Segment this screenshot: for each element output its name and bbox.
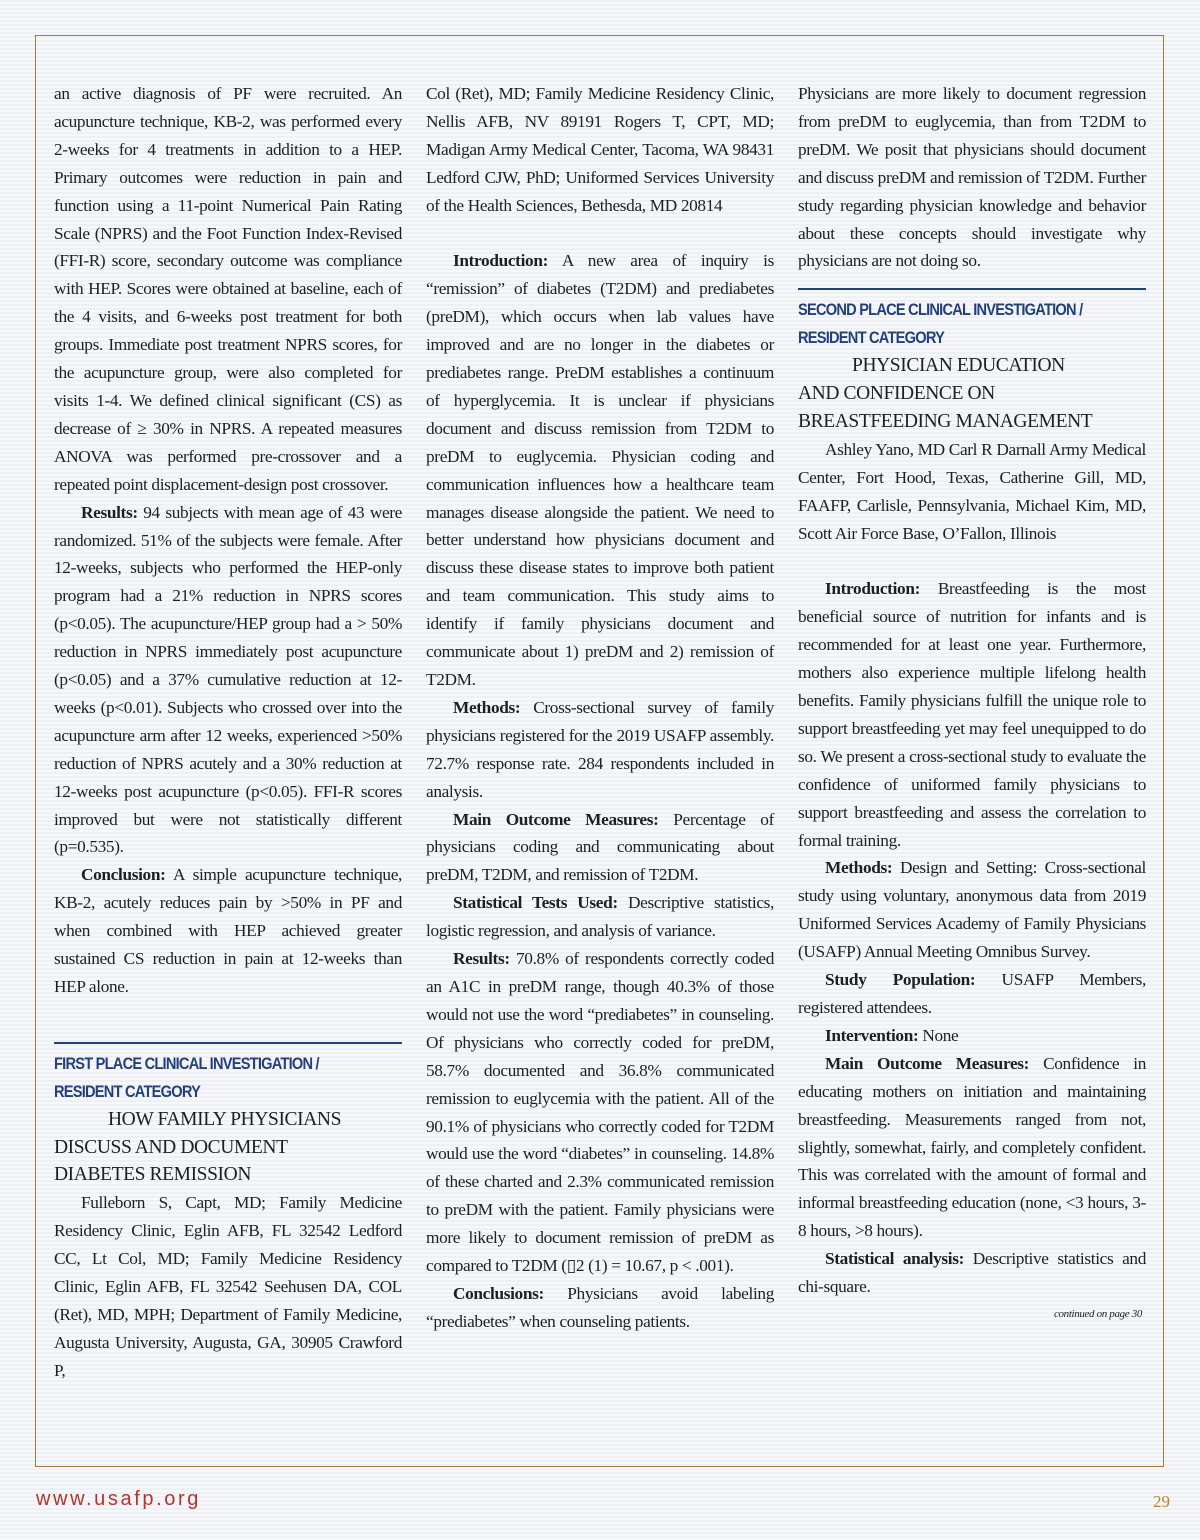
section-divider <box>798 288 1146 290</box>
section-divider <box>54 1042 402 1044</box>
paragraph-methods-cont: an active diagnosis of PF were recruited. An acupuncture technique, KB-2, was performed every 2-weeks for 4 treatments in addition to a HEP. Primary outcomes were reduction in pain and function using a 11-point Numerical Pain Rating Scale (NPRS) and the Foot Function Index-Revised (FFI-R) score, secondary outcome was compliance with HEP. Scores were obtained at baseline, each of the 4 visits, and 6-weeks post treatment for both groups. Immediate post treatment NPRS scores, for the acupuncture group, were also completed for visits 1-4. We defined clinical significant (CS) as decrease of ≥ 30% in NPRS. A repeated measures ANOVA was performed pre-crossover and a repeated point displacement-design post crossover. <box>54 84 402 494</box>
paragraph-population <box>798 966 1146 1022</box>
stats-text: Descriptive statistics, logistic regression, and analysis of variance. <box>426 893 774 941</box>
conclusions-label: Conclusions: <box>453 1283 544 1303</box>
paragraph-stats <box>426 889 774 945</box>
results-label: Results: <box>453 949 510 969</box>
column-1 <box>54 80 402 1385</box>
article-title-line: DISCUSS AND DOCUMENT <box>54 1136 288 1158</box>
paragraph-introduction <box>426 247 774 694</box>
methods-text: Design and Setting: Cross-sectional study using voluntary, anonymous data from 2019 Uniformed Services Academy of Family Physicians (USAFP) Annual Meeting Omnibus Survey. <box>798 858 1146 962</box>
results-label: Results: <box>81 502 138 522</box>
paragraph-introduction <box>798 575 1146 854</box>
article-title-line: BREASTFEEDING MANAGEMENT <box>798 410 1093 432</box>
analysis-text: Descriptive statistics and chi-square. <box>798 1249 1146 1297</box>
paragraph-methods <box>798 854 1146 966</box>
introduction-text: Breastfeeding is the most beneficial source of nutrition for infants and is recommended for at least one year. Furthermore, mothers also experience multiple lifelong health benefits. Family physicians fulfill the unique role to support breastfeeding yet may feel unequipped to do so. We present a cross-sectional study to evaluate the confidence of uniformed family physicians to support breastfeeding and assess the correlation to formal training. <box>798 579 1146 850</box>
outcome-label: Main Outcome Measures: <box>453 809 659 829</box>
methods-text: Cross-sectional survey of family physicians registered for the 2019 USAFP assembly. 72.7% response rate. 284 respondents included in analysis. <box>426 697 774 801</box>
population-text: USAFP Members, registered attendees. <box>798 970 1146 1017</box>
methods-label: Methods: <box>825 858 893 878</box>
paragraph-results <box>54 499 402 862</box>
article-title-line: PHYSICIAN EDUCATION <box>852 355 1065 377</box>
paragraph-results <box>426 945 774 1280</box>
section-label: SECOND PLACE CLINICAL INVESTIGATION / <box>798 300 1083 320</box>
column-2 <box>426 80 774 1336</box>
paragraph-conclusions <box>426 1280 774 1336</box>
page-number: 29 <box>1153 1492 1170 1511</box>
outcome-text: Confidence in educating mothers on initiation and maintaining breastfeeding. Measurements ranged from not, slightly, somewhat, fairly, and completely confident. This was correlated with the amount of formal and informal breastfeeding education (none, <3 hours, 3-8 hours, >8 hours). <box>798 1053 1146 1241</box>
paragraph-analysis <box>798 1245 1146 1301</box>
results-text: 70.8% of respondents correctly coded an A1C in preDM range, though 40.3% of those would not use the word “prediabetes” in counseling. Of physicians who correctly coded for preDM, 58.7% documented and 36.8% communicated remission to euglycemia with the patient. All of the 90.1% of physicians who correctly coded for T2DM would use the word “diabetes” in counseling. 14.8% of these charted and 2.3% communicated remission to preDM with the patient. Family physicians were more likely to document remission of preDM as compared to T2DM (▯2 (1) = 10.67, p < .001). <box>426 949 774 1276</box>
article-title-line: AND CONFIDENCE ON <box>798 383 995 405</box>
paragraph-outcome <box>426 806 774 890</box>
paragraph-intervention <box>798 1022 1146 1050</box>
article-title-line: DIABETES REMISSION <box>54 1164 252 1186</box>
intervention-text: None <box>918 1025 959 1045</box>
paragraph-methods <box>426 694 774 806</box>
authors: Fulleborn S, Capt, MD; Family Medicine Residency Clinic, Eglin AFB, FL 32542 Ledford CC, Lt Col, MD; Family Medicine Residency Clinic, Eglin AFB, FL 32542 Seehusen DA, COL (Ret), MD, MPH; Department of Family Medicine, Augusta University, Augusta, GA, 30905 Crawford P, <box>54 1193 402 1380</box>
analysis-label: Statistical analysis: <box>825 1249 965 1269</box>
column-3 <box>798 80 1146 1323</box>
section-label-category: RESIDENT CATEGORY <box>54 1081 201 1101</box>
population-label: Study Population: <box>825 970 976 990</box>
outcome-text: Percentage of physicians coding and communicating about preDM, T2DM, and remission of T2DM. <box>426 809 774 885</box>
authors-cont: Col (Ret), MD; Family Medicine Residency Clinic, Nellis AFB, NV 89191 Rogers T, CPT, MD; Madigan Army Medical Center, Tacoma, WA 98431 Ledford CJW, PhD; Uniformed Services University of the Health Sciences, Bethesda, MD 20814 <box>426 84 774 215</box>
footer-website-link[interactable]: www.usafp.org <box>36 1488 201 1510</box>
authors: Ashley Yano, MD Carl R Darnall Army Medical Center, Fort Hood, Texas, Catherine Gill, MD, FAAFP, Carlisle, Pennsylvania, Michael Kim, MD, Scott Air Force Base, O’Fallon, Illinois <box>798 439 1146 543</box>
conclusions-text: Physicians avoid labeling “prediabetes” when counseling patients. <box>426 1283 774 1331</box>
introduction-text: A new area of inquiry is “remission” of diabetes (T2DM) and prediabetes (preDM), which occurs when lab values have improved and are no longer in the diabetes or prediabetes range. PreDM establishes a continuum of hyperglycemia. It is unclear if physicians document and discuss remission from T2DM to preDM to euglycemia. Physician coding and communication influences how a healthcare team manages disease alongside the patient. We need to better understand how physicians document and discuss these disease states to improve both patient and team communication. This study aims to identify if family physicians document and communicate about 1) preDM and 2) remission of T2DM. <box>426 251 774 690</box>
article-title-line: HOW FAMILY PHYSICIANS <box>108 1108 342 1130</box>
conclusions-cont: Physicians are more likely to document regression from preDM to euglycemia, than from T2DM to preDM. We posit that physicians should document and discuss preDM and remission of T2DM. Further study regarding physician knowledge and behavior about these concepts should investigate why physicians are not doing so. <box>798 84 1146 271</box>
introduction-label: Introduction: <box>453 251 548 271</box>
conclusion-label: Conclusion: <box>81 865 166 885</box>
intervention-label: Intervention: <box>825 1025 919 1045</box>
section-label-category: RESIDENT CATEGORY <box>798 328 945 348</box>
introduction-label: Introduction: <box>825 579 920 599</box>
results-text: 94 subjects with mean age of 43 were randomized. 51% of the subjects were female. After 12-weeks, subjects who performed the HEP-only program had a 21% reduction in NPRS scores (p<0.05). The acupuncture/HEP group had a > 50% reduction in NPRS immediately post acupuncture (p<0.05) and a 37% cumulative reduction at 12-weeks (p<0.01). Subjects who crossed over into the acupuncture arm after 12 weeks, experienced >50% reduction of NPRS acutely and a 30% reduction at 12-weeks post acupuncture (p<0.05). FFI-R scores improved but were not statistically different (p=0.535). <box>54 502 402 857</box>
conclusion-text: A simple acupuncture technique, KB-2, acutely reduces pain by >50% in PF and when combined with HEP achieved greater sustained CS reduction in pain at 12-weeks than HEP alone. <box>54 865 402 996</box>
methods-label: Methods: <box>453 697 521 717</box>
stats-label: Statistical Tests Used: <box>453 893 618 913</box>
section-label: FIRST PLACE CLINICAL INVESTIGATION / <box>54 1053 319 1073</box>
paragraph-outcome <box>798 1050 1146 1245</box>
outcome-label: Main Outcome Measures: <box>825 1053 1030 1073</box>
continued-note: continued on page 30 <box>1053 1307 1142 1320</box>
paragraph-conclusion <box>54 861 402 1001</box>
